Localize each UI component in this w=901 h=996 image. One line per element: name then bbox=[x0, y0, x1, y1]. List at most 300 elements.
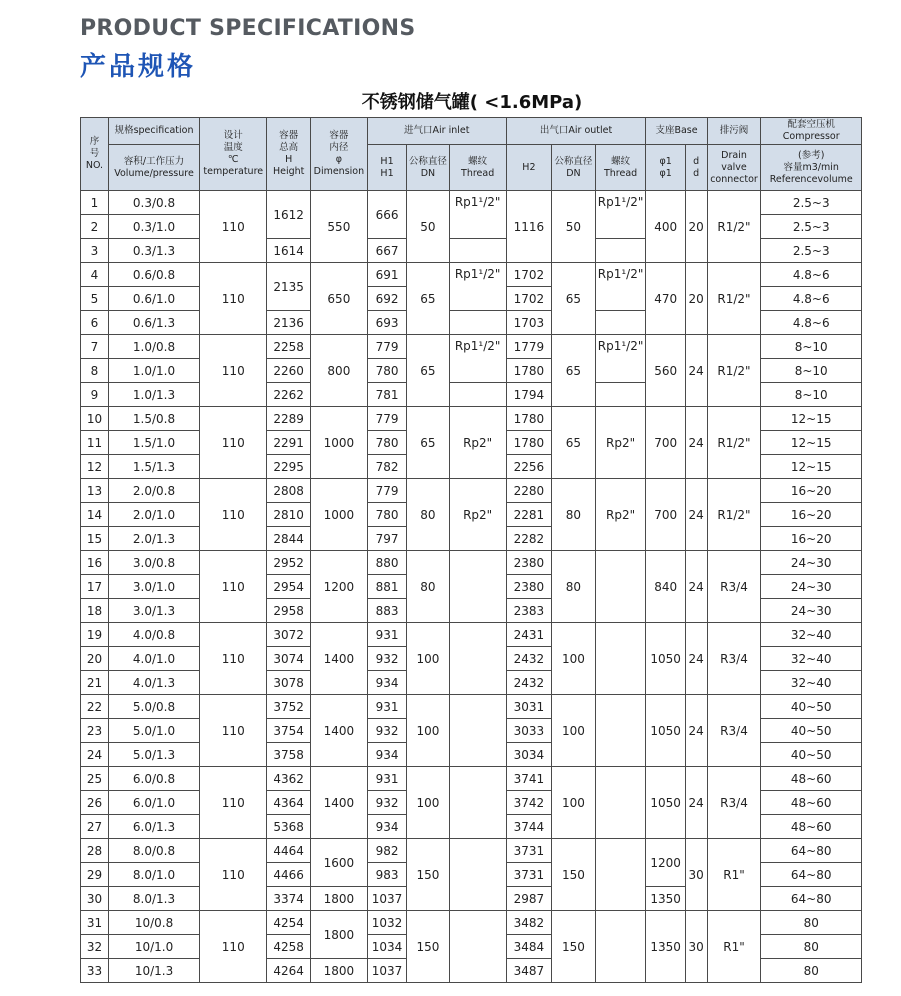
outlet-h2-cell: 2282 bbox=[506, 527, 552, 551]
inlet-thread-cell bbox=[449, 239, 506, 263]
table-row bbox=[81, 551, 862, 575]
outlet-thread-cell: Rp2" bbox=[595, 479, 646, 551]
outlet-h2-cell: 1116 bbox=[506, 191, 552, 263]
row-no: 28 bbox=[81, 839, 109, 863]
height-cell: 4464 bbox=[267, 839, 311, 863]
compressor-volume-cell: 8~10 bbox=[761, 335, 862, 359]
height-cell: 5368 bbox=[267, 815, 311, 839]
base-phi-cell: 470 bbox=[646, 263, 685, 335]
temperature-cell: 110 bbox=[200, 191, 267, 263]
height-cell: 2262 bbox=[267, 383, 311, 407]
row-no: 2 bbox=[81, 215, 109, 239]
table-row bbox=[81, 911, 862, 935]
inlet-h1-cell: 1032 bbox=[367, 911, 406, 935]
row-no: 13 bbox=[81, 479, 109, 503]
base-phi-cell: 1050 bbox=[646, 695, 685, 767]
base-d-cell: 24 bbox=[685, 335, 707, 407]
row-no: 4 bbox=[81, 263, 109, 287]
dimension-cell: 1800 bbox=[310, 887, 367, 911]
outlet-h2-cell: 1703 bbox=[506, 311, 552, 335]
inlet-h1-cell: 934 bbox=[367, 815, 406, 839]
outlet-h2-cell: 2383 bbox=[506, 599, 552, 623]
height-cell: 2952 bbox=[267, 551, 311, 575]
base-d-cell: 20 bbox=[685, 263, 707, 335]
volume-pressure-cell: 6.0/1.3 bbox=[108, 815, 199, 839]
height-cell: 3078 bbox=[267, 671, 311, 695]
drain-valve-cell: R1/2" bbox=[707, 191, 761, 263]
outlet-h2-cell: 2280 bbox=[506, 479, 552, 503]
outlet-thread-cell bbox=[595, 311, 646, 335]
outlet-h2-cell: 2380 bbox=[506, 575, 552, 599]
outlet-h2-cell: 1702 bbox=[506, 263, 552, 287]
drain-valve-cell: R1/2" bbox=[707, 263, 761, 335]
base-phi-cell: 1200 bbox=[646, 839, 685, 887]
volume-pressure-cell: 1.0/1.0 bbox=[108, 359, 199, 383]
compressor-volume-cell: 24~30 bbox=[761, 575, 862, 599]
dimension-cell: 1000 bbox=[310, 479, 367, 551]
dimension-cell: 1400 bbox=[310, 767, 367, 839]
table-row bbox=[81, 695, 862, 719]
volume-pressure-cell: 4.0/0.8 bbox=[108, 623, 199, 647]
volume-pressure-cell: 10/1.3 bbox=[108, 959, 199, 983]
row-no: 7 bbox=[81, 335, 109, 359]
inlet-thread-cell: Rp2" bbox=[449, 479, 506, 551]
header-reference-volume: (参考) 容量m3/min Referencevolume bbox=[761, 145, 862, 191]
dimension-cell: 650 bbox=[310, 263, 367, 335]
table-row bbox=[81, 623, 862, 647]
outlet-dn-cell: 100 bbox=[552, 767, 596, 839]
compressor-volume-cell: 2.5~3 bbox=[761, 215, 862, 239]
height-cell: 2136 bbox=[267, 311, 311, 335]
outlet-h2-cell: 1780 bbox=[506, 407, 552, 431]
volume-pressure-cell: 6.0/1.0 bbox=[108, 791, 199, 815]
base-phi-cell: 700 bbox=[646, 479, 685, 551]
outlet-h2-cell: 3741 bbox=[506, 767, 552, 791]
temperature-cell: 110 bbox=[200, 695, 267, 767]
height-cell: 3758 bbox=[267, 743, 311, 767]
inlet-h1-cell: 693 bbox=[367, 311, 406, 335]
height-cell: 2258 bbox=[267, 335, 311, 359]
temperature-cell: 110 bbox=[200, 551, 267, 623]
outlet-thread-cell: Rp1¹/2" bbox=[595, 335, 646, 383]
english-title: PRODUCT SPECIFICATIONS bbox=[80, 16, 416, 41]
row-no: 8 bbox=[81, 359, 109, 383]
height-cell: 2295 bbox=[267, 455, 311, 479]
inlet-thread-cell bbox=[449, 623, 506, 695]
inlet-h1-cell: 931 bbox=[367, 767, 406, 791]
inlet-h1-cell: 934 bbox=[367, 671, 406, 695]
header-outlet-h2: H2 bbox=[506, 145, 552, 191]
compressor-volume-cell: 16~20 bbox=[761, 527, 862, 551]
compressor-volume-cell: 16~20 bbox=[761, 479, 862, 503]
compressor-volume-cell: 12~15 bbox=[761, 431, 862, 455]
compressor-volume-cell: 32~40 bbox=[761, 623, 862, 647]
dimension-cell: 1800 bbox=[310, 959, 367, 983]
row-no: 16 bbox=[81, 551, 109, 575]
dimension-cell: 1200 bbox=[310, 551, 367, 623]
row-no: 22 bbox=[81, 695, 109, 719]
inlet-h1-cell: 932 bbox=[367, 791, 406, 815]
drain-valve-cell: R3/4 bbox=[707, 695, 761, 767]
volume-pressure-cell: 6.0/0.8 bbox=[108, 767, 199, 791]
outlet-thread-cell bbox=[595, 551, 646, 623]
outlet-h2-cell: 2987 bbox=[506, 887, 552, 911]
inlet-h1-cell: 932 bbox=[367, 719, 406, 743]
height-cell: 3374 bbox=[267, 887, 311, 911]
base-phi-cell: 1350 bbox=[646, 887, 685, 911]
height-cell: 4362 bbox=[267, 767, 311, 791]
row-no: 3 bbox=[81, 239, 109, 263]
volume-pressure-cell: 1.5/1.0 bbox=[108, 431, 199, 455]
outlet-h2-cell: 2432 bbox=[506, 647, 552, 671]
table-row bbox=[81, 407, 862, 431]
drain-valve-cell: R1" bbox=[707, 911, 761, 983]
table-row bbox=[81, 839, 862, 863]
temperature-cell: 110 bbox=[200, 479, 267, 551]
header-base-phi: φ1 φ1 bbox=[646, 145, 685, 191]
row-no: 26 bbox=[81, 791, 109, 815]
inlet-dn-cell: 80 bbox=[407, 551, 449, 623]
inlet-dn-cell: 100 bbox=[407, 695, 449, 767]
volume-pressure-cell: 3.0/0.8 bbox=[108, 551, 199, 575]
base-d-cell: 30 bbox=[685, 911, 707, 983]
base-d-cell: 24 bbox=[685, 407, 707, 479]
compressor-volume-cell: 24~30 bbox=[761, 599, 862, 623]
outlet-h2-cell: 2380 bbox=[506, 551, 552, 575]
inlet-dn-cell: 100 bbox=[407, 623, 449, 695]
header-base-d: d d bbox=[685, 145, 707, 191]
inlet-h1-cell: 781 bbox=[367, 383, 406, 407]
volume-pressure-cell: 8.0/0.8 bbox=[108, 839, 199, 863]
outlet-thread-cell bbox=[595, 767, 646, 839]
row-no: 14 bbox=[81, 503, 109, 527]
outlet-h2-cell: 3033 bbox=[506, 719, 552, 743]
header-dimension: 容器 内径 φ Dimension bbox=[310, 118, 367, 191]
header-inlet-dn: 公称直径 DN bbox=[407, 145, 449, 191]
dimension-cell: 1000 bbox=[310, 407, 367, 479]
inlet-h1-cell: 931 bbox=[367, 623, 406, 647]
inlet-h1-cell: 1037 bbox=[367, 959, 406, 983]
row-no: 21 bbox=[81, 671, 109, 695]
outlet-h2-cell: 1780 bbox=[506, 431, 552, 455]
inlet-h1-cell: 983 bbox=[367, 863, 406, 887]
inlet-h1-cell: 797 bbox=[367, 527, 406, 551]
dimension-cell: 1400 bbox=[310, 623, 367, 695]
inlet-h1-cell: 880 bbox=[367, 551, 406, 575]
height-cell: 3754 bbox=[267, 719, 311, 743]
dimension-cell: 1800 bbox=[310, 911, 367, 959]
inlet-dn-cell: 65 bbox=[407, 263, 449, 335]
outlet-dn-cell: 100 bbox=[552, 695, 596, 767]
height-cell: 3074 bbox=[267, 647, 311, 671]
inlet-h1-cell: 666 bbox=[367, 191, 406, 239]
outlet-dn-cell: 65 bbox=[552, 335, 596, 407]
volume-pressure-cell: 5.0/0.8 bbox=[108, 695, 199, 719]
header-temperature: 设计 温度 ℃ temperature bbox=[200, 118, 267, 191]
volume-pressure-cell: 4.0/1.3 bbox=[108, 671, 199, 695]
dimension-cell: 1400 bbox=[310, 695, 367, 767]
compressor-volume-cell: 40~50 bbox=[761, 695, 862, 719]
outlet-dn-cell: 65 bbox=[552, 263, 596, 335]
drain-valve-cell: R1/2" bbox=[707, 479, 761, 551]
base-phi-cell: 1050 bbox=[646, 623, 685, 695]
base-phi-cell: 560 bbox=[646, 335, 685, 407]
row-no: 17 bbox=[81, 575, 109, 599]
height-cell: 2958 bbox=[267, 599, 311, 623]
header-outlet-dn: 公称直径 DN bbox=[552, 145, 596, 191]
row-no: 32 bbox=[81, 935, 109, 959]
inlet-h1-cell: 1037 bbox=[367, 887, 406, 911]
inlet-h1-cell: 780 bbox=[367, 431, 406, 455]
volume-pressure-cell: 3.0/1.3 bbox=[108, 599, 199, 623]
drain-valve-cell: R3/4 bbox=[707, 623, 761, 695]
outlet-dn-cell: 50 bbox=[552, 191, 596, 263]
header-drain-valve: Drain valve connector bbox=[707, 145, 761, 191]
volume-pressure-cell: 3.0/1.0 bbox=[108, 575, 199, 599]
header-volume-pressure: 容积/工作压力 Volume/pressure bbox=[108, 145, 199, 191]
temperature-cell: 110 bbox=[200, 335, 267, 407]
volume-pressure-cell: 2.0/0.8 bbox=[108, 479, 199, 503]
height-cell: 2808 bbox=[267, 479, 311, 503]
drain-valve-cell: R3/4 bbox=[707, 767, 761, 839]
outlet-h2-cell: 2432 bbox=[506, 671, 552, 695]
table-row bbox=[81, 335, 862, 359]
compressor-volume-cell: 12~15 bbox=[761, 455, 862, 479]
volume-pressure-cell: 0.6/1.0 bbox=[108, 287, 199, 311]
header-outlet-thread: 螺纹 Thread bbox=[595, 145, 646, 191]
inlet-dn-cell: 80 bbox=[407, 479, 449, 551]
volume-pressure-cell: 10/0.8 bbox=[108, 911, 199, 935]
volume-pressure-cell: 10/1.0 bbox=[108, 935, 199, 959]
compressor-volume-cell: 32~40 bbox=[761, 647, 862, 671]
compressor-volume-cell: 2.5~3 bbox=[761, 191, 862, 215]
compressor-volume-cell: 16~20 bbox=[761, 503, 862, 527]
spec-table bbox=[80, 117, 862, 983]
volume-pressure-cell: 0.6/1.3 bbox=[108, 311, 199, 335]
base-d-cell: 24 bbox=[685, 479, 707, 551]
outlet-thread-cell bbox=[595, 911, 646, 983]
inlet-h1-cell: 982 bbox=[367, 839, 406, 863]
compressor-volume-cell: 32~40 bbox=[761, 671, 862, 695]
inlet-h1-cell: 881 bbox=[367, 575, 406, 599]
height-cell: 2289 bbox=[267, 407, 311, 431]
height-cell: 4466 bbox=[267, 863, 311, 887]
height-cell: 2260 bbox=[267, 359, 311, 383]
inlet-thread-cell: Rp1¹/2" bbox=[449, 191, 506, 239]
inlet-h1-cell: 932 bbox=[367, 647, 406, 671]
base-d-cell: 24 bbox=[685, 767, 707, 839]
header-air-inlet: 进气口Air inlet bbox=[367, 118, 506, 145]
row-no: 10 bbox=[81, 407, 109, 431]
height-cell: 2135 bbox=[267, 263, 311, 311]
row-no: 33 bbox=[81, 959, 109, 983]
outlet-h2-cell: 3482 bbox=[506, 911, 552, 935]
inlet-thread-cell bbox=[449, 839, 506, 911]
base-d-cell: 24 bbox=[685, 623, 707, 695]
compressor-volume-cell: 4.8~6 bbox=[761, 263, 862, 287]
compressor-volume-cell: 64~80 bbox=[761, 887, 862, 911]
volume-pressure-cell: 0.3/1.3 bbox=[108, 239, 199, 263]
inlet-thread-cell bbox=[449, 383, 506, 407]
temperature-cell: 110 bbox=[200, 767, 267, 839]
inlet-dn-cell: 150 bbox=[407, 839, 449, 911]
compressor-volume-cell: 8~10 bbox=[761, 383, 862, 407]
compressor-volume-cell: 24~30 bbox=[761, 551, 862, 575]
compressor-volume-cell: 4.8~6 bbox=[761, 311, 862, 335]
outlet-dn-cell: 150 bbox=[552, 911, 596, 983]
temperature-cell: 110 bbox=[200, 839, 267, 911]
outlet-thread-cell: Rp1¹/2" bbox=[595, 263, 646, 311]
row-no: 18 bbox=[81, 599, 109, 623]
row-no: 12 bbox=[81, 455, 109, 479]
volume-pressure-cell: 1.5/1.3 bbox=[108, 455, 199, 479]
outlet-dn-cell: 65 bbox=[552, 407, 596, 479]
drain-valve-cell: R3/4 bbox=[707, 551, 761, 623]
inlet-dn-cell: 65 bbox=[407, 407, 449, 479]
base-phi-cell: 700 bbox=[646, 407, 685, 479]
row-no: 15 bbox=[81, 527, 109, 551]
dimension-cell: 550 bbox=[310, 191, 367, 263]
outlet-thread-cell bbox=[595, 695, 646, 767]
table-row bbox=[81, 767, 862, 791]
outlet-h2-cell: 3731 bbox=[506, 863, 552, 887]
height-cell: 1612 bbox=[267, 191, 311, 239]
header-height: 容器 总高 H Height bbox=[267, 118, 311, 191]
header-air-outlet: 出气口Air outlet bbox=[506, 118, 646, 145]
row-no: 1 bbox=[81, 191, 109, 215]
base-phi-cell: 400 bbox=[646, 191, 685, 263]
header-compressor: 配套空压机 Compressor bbox=[761, 118, 862, 145]
inlet-thread-cell: Rp1¹/2" bbox=[449, 263, 506, 311]
outlet-h2-cell: 1780 bbox=[506, 359, 552, 383]
row-no: 29 bbox=[81, 863, 109, 887]
row-no: 25 bbox=[81, 767, 109, 791]
outlet-dn-cell: 80 bbox=[552, 479, 596, 551]
outlet-h2-cell: 1794 bbox=[506, 383, 552, 407]
volume-pressure-cell: 0.6/0.8 bbox=[108, 263, 199, 287]
volume-pressure-cell: 2.0/1.3 bbox=[108, 527, 199, 551]
outlet-h2-cell: 3731 bbox=[506, 839, 552, 863]
row-no: 23 bbox=[81, 719, 109, 743]
temperature-cell: 110 bbox=[200, 911, 267, 983]
volume-pressure-cell: 0.3/0.8 bbox=[108, 191, 199, 215]
table-row bbox=[81, 263, 862, 287]
compressor-volume-cell: 40~50 bbox=[761, 743, 862, 767]
height-cell: 4254 bbox=[267, 911, 311, 935]
compressor-volume-cell: 40~50 bbox=[761, 719, 862, 743]
header-base: 支座Base bbox=[646, 118, 707, 145]
inlet-h1-cell: 667 bbox=[367, 239, 406, 263]
inlet-dn-cell: 150 bbox=[407, 911, 449, 983]
outlet-thread-cell bbox=[595, 239, 646, 263]
inlet-thread-cell bbox=[449, 551, 506, 623]
compressor-volume-cell: 64~80 bbox=[761, 863, 862, 887]
chinese-title: 产品规格 bbox=[80, 52, 197, 82]
volume-pressure-cell: 8.0/1.3 bbox=[108, 887, 199, 911]
row-no: 19 bbox=[81, 623, 109, 647]
height-cell: 4364 bbox=[267, 791, 311, 815]
height-cell: 2291 bbox=[267, 431, 311, 455]
inlet-thread-cell: Rp2" bbox=[449, 407, 506, 479]
row-no: 5 bbox=[81, 287, 109, 311]
inlet-dn-cell: 65 bbox=[407, 335, 449, 407]
outlet-dn-cell: 100 bbox=[552, 623, 596, 695]
height-cell: 2844 bbox=[267, 527, 311, 551]
outlet-h2-cell: 1779 bbox=[506, 335, 552, 359]
inlet-h1-cell: 782 bbox=[367, 455, 406, 479]
row-no: 20 bbox=[81, 647, 109, 671]
outlet-h2-cell: 3031 bbox=[506, 695, 552, 719]
inlet-thread-cell: Rp1¹/2" bbox=[449, 335, 506, 383]
inlet-h1-cell: 779 bbox=[367, 335, 406, 359]
dimension-cell: 800 bbox=[310, 335, 367, 407]
header-inlet-thread: 螺纹 Thread bbox=[449, 145, 506, 191]
row-no: 30 bbox=[81, 887, 109, 911]
inlet-h1-cell: 883 bbox=[367, 599, 406, 623]
outlet-thread-cell: Rp2" bbox=[595, 407, 646, 479]
inlet-dn-cell: 100 bbox=[407, 767, 449, 839]
height-cell: 4264 bbox=[267, 959, 311, 983]
compressor-volume-cell: 2.5~3 bbox=[761, 239, 862, 263]
inlet-thread-cell bbox=[449, 311, 506, 335]
volume-pressure-cell: 5.0/1.0 bbox=[108, 719, 199, 743]
compressor-volume-cell: 80 bbox=[761, 911, 862, 935]
volume-pressure-cell: 1.5/0.8 bbox=[108, 407, 199, 431]
volume-pressure-cell: 8.0/1.0 bbox=[108, 863, 199, 887]
volume-pressure-cell: 1.0/1.3 bbox=[108, 383, 199, 407]
inlet-h1-cell: 780 bbox=[367, 359, 406, 383]
outlet-thread-cell bbox=[595, 623, 646, 695]
height-cell: 2954 bbox=[267, 575, 311, 599]
outlet-h2-cell: 3034 bbox=[506, 743, 552, 767]
inlet-h1-cell: 780 bbox=[367, 503, 406, 527]
outlet-thread-cell bbox=[595, 839, 646, 911]
header-inlet-h1: H1 H1 bbox=[367, 145, 406, 191]
table-title: 不锈钢储气罐( <1.6MPa) bbox=[361, 92, 583, 113]
base-d-cell: 20 bbox=[685, 191, 707, 263]
table-row bbox=[81, 479, 862, 503]
inlet-h1-cell: 779 bbox=[367, 407, 406, 431]
inlet-h1-cell: 934 bbox=[367, 743, 406, 767]
compressor-volume-cell: 48~60 bbox=[761, 767, 862, 791]
base-phi-cell: 1050 bbox=[646, 767, 685, 839]
row-no: 9 bbox=[81, 383, 109, 407]
row-no: 24 bbox=[81, 743, 109, 767]
drain-valve-cell: R1/2" bbox=[707, 335, 761, 407]
inlet-thread-cell bbox=[449, 767, 506, 839]
height-cell: 4258 bbox=[267, 935, 311, 959]
outlet-h2-cell: 2281 bbox=[506, 503, 552, 527]
height-cell: 2810 bbox=[267, 503, 311, 527]
height-cell: 3752 bbox=[267, 695, 311, 719]
row-no: 6 bbox=[81, 311, 109, 335]
compressor-volume-cell: 12~15 bbox=[761, 407, 862, 431]
base-phi-cell: 1350 bbox=[646, 911, 685, 983]
outlet-dn-cell: 80 bbox=[552, 551, 596, 623]
row-no: 27 bbox=[81, 815, 109, 839]
inlet-dn-cell: 50 bbox=[407, 191, 449, 263]
row-no: 31 bbox=[81, 911, 109, 935]
inlet-thread-cell bbox=[449, 695, 506, 767]
compressor-volume-cell: 8~10 bbox=[761, 359, 862, 383]
header-no: 序 号 NO. bbox=[81, 118, 109, 191]
outlet-h2-cell: 2256 bbox=[506, 455, 552, 479]
temperature-cell: 110 bbox=[200, 263, 267, 335]
compressor-volume-cell: 4.8~6 bbox=[761, 287, 862, 311]
outlet-h2-cell: 1702 bbox=[506, 287, 552, 311]
compressor-volume-cell: 80 bbox=[761, 959, 862, 983]
temperature-cell: 110 bbox=[200, 407, 267, 479]
